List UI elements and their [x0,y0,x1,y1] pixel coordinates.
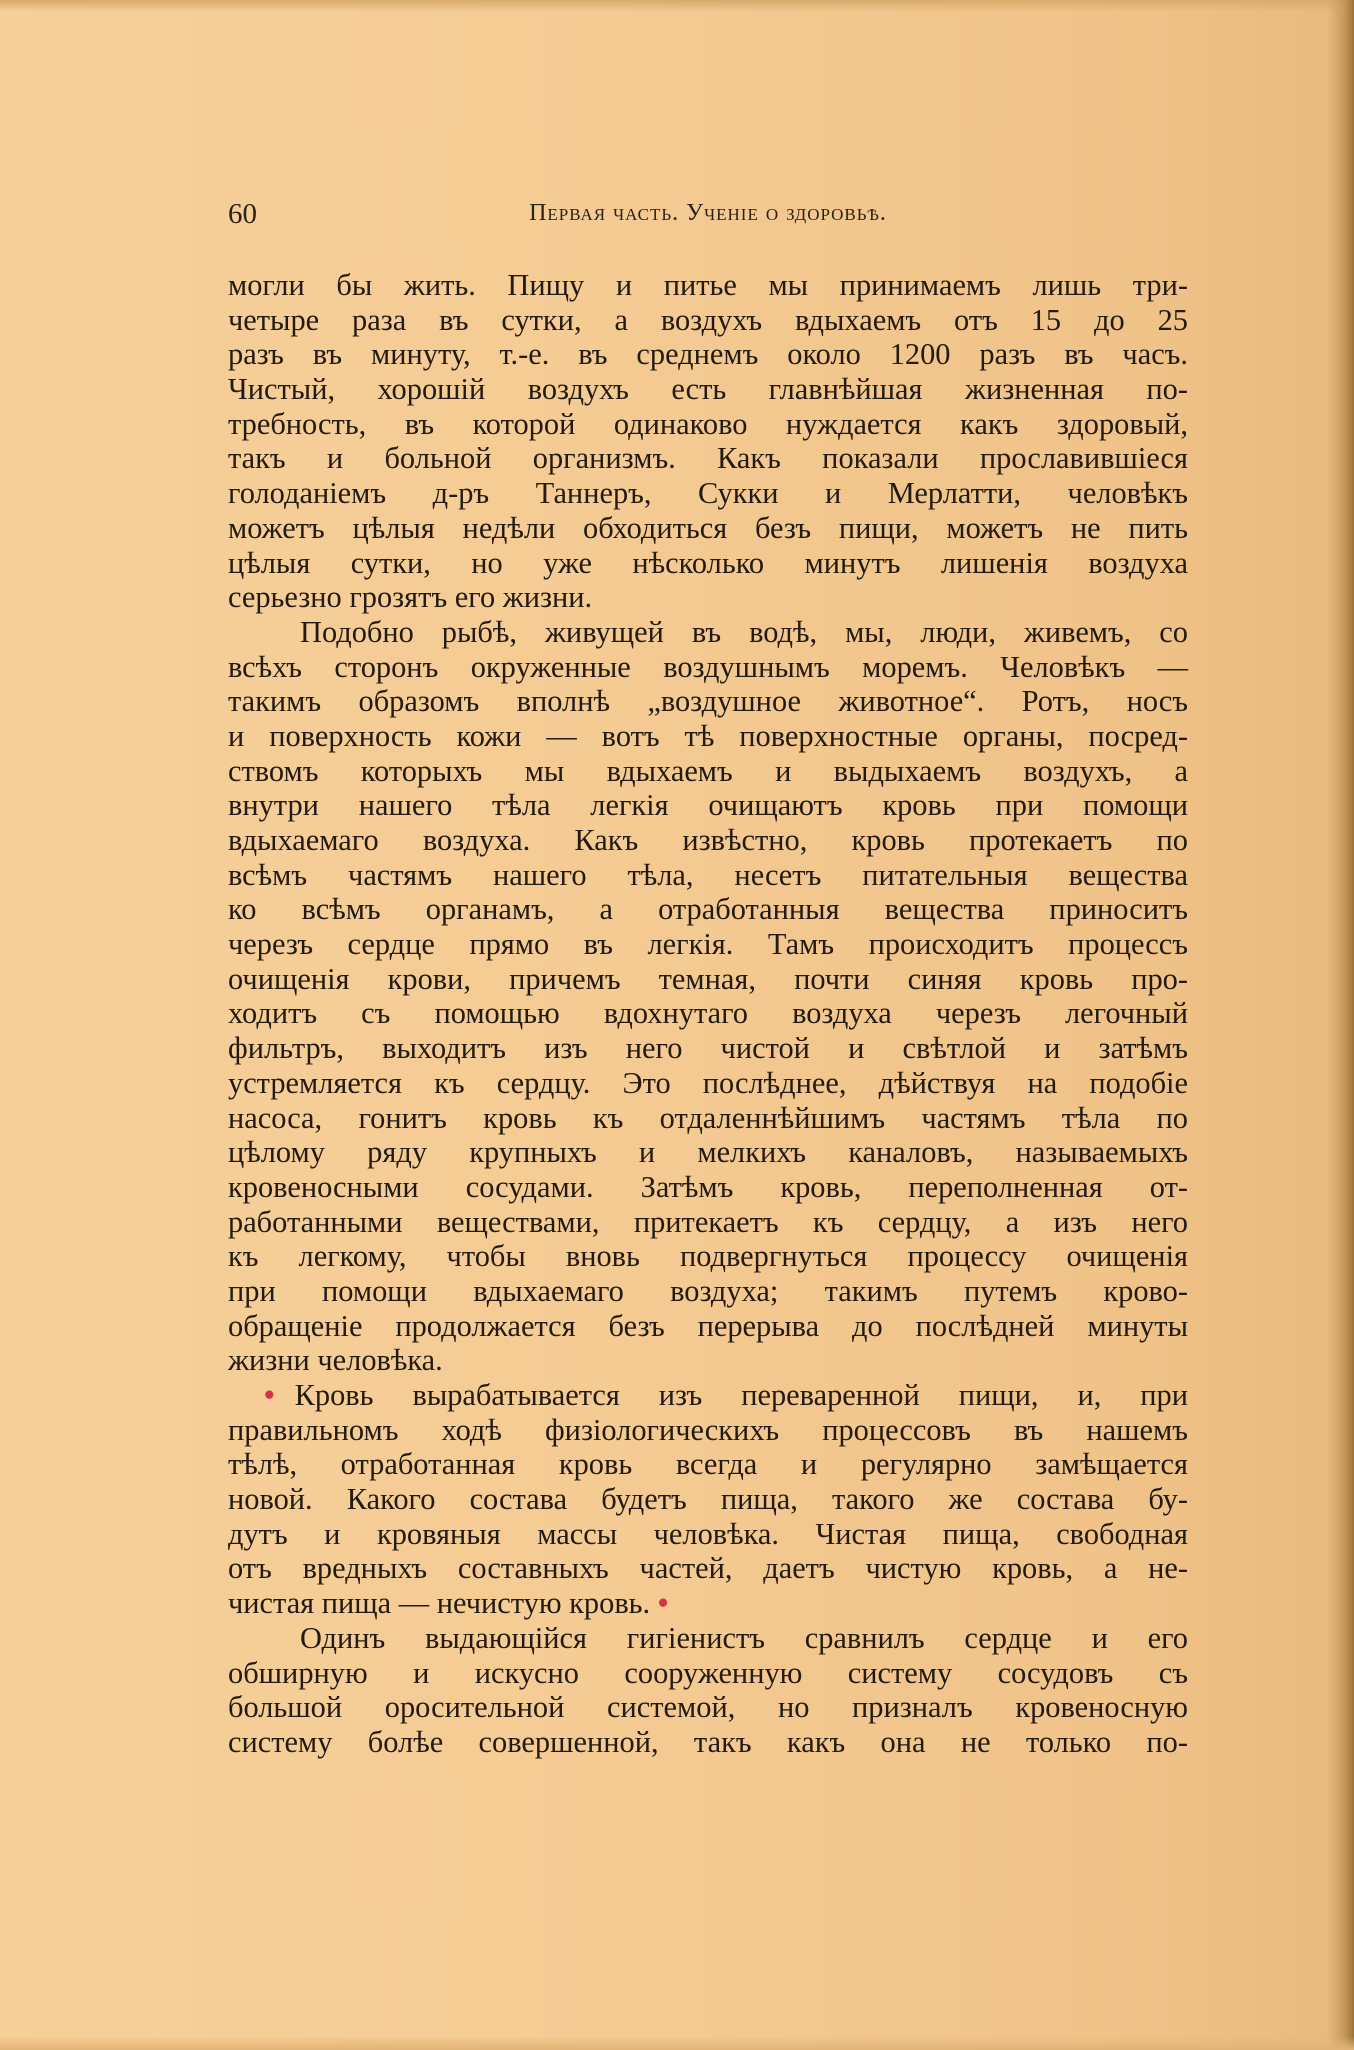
text-line [228,1725,1188,1760]
text-line-content: разъ въ минуту, т.-е. въ среднемъ около 1200 разъ въ часъ. [228,337,1188,372]
text-line [228,1586,1188,1621]
text-line-content: могли бы жить. Пищу и питье мы принимаемъ лишь три- [228,268,1188,302]
text-line-content: фильтръ, выходитъ изъ него чистой и свѣтлой и затѣмъ [228,1031,1188,1066]
text-line [228,1656,1188,1691]
text-line-content: серьезно грозятъ его жизни. [228,580,593,615]
text-line [228,719,1188,754]
text-line-content: ходитъ съ помощью вдохнутаго воздуха черезъ легочный [228,996,1188,1031]
text-line-content: всѣхъ сторонъ окруженные воздушнымъ моремъ. Человѣкъ — [228,649,1188,684]
text-line [228,1621,1188,1656]
text-line [228,1343,1188,1378]
body-text [228,268,1188,1760]
text-line-content: и поверхность кожи — вотъ тѣ поверхностные органы, посред- [228,718,1188,753]
text-line-content: внутри нашего тѣла легкія очищаютъ кровь при помощи [228,788,1188,823]
text-line-content: работанными веществами, притекаетъ къ сердцу, а изъ него [228,1204,1188,1239]
text-line-content: цѣлыя сутки, но уже нѣсколько минутъ лишенія воздуха [228,545,1188,580]
text-line [228,1482,1188,1517]
text-line-content: кровеносными сосудами. Затѣмъ кровь, переполненная от- [228,1169,1188,1204]
text-line-content: Чистый, хорошій воздухъ есть главнѣйшая жизненная по- [228,372,1188,407]
text-line-content: отъ вредныхъ составныхъ частей, даетъ чистую кровь, а не- [228,1551,1188,1586]
text-line-content: требность, въ которой одинаково нуждается какъ здоровый, [228,406,1188,441]
text-line [228,615,1188,650]
page-bottom-edge [0,2036,1354,2050]
text-line-content: чистая пища — нечистую кровь. [228,1586,651,1621]
text-line [228,1690,1188,1725]
text-line [228,580,1188,615]
text-line [228,372,1188,407]
text-line [228,546,1188,581]
margin-marker: • [650,1586,669,1621]
text-line [228,858,1188,893]
text-line-content: насоса, гонитъ кровь къ отдаленнѣйшимъ частямъ тѣла по [228,1100,1188,1135]
text-line-content: можетъ цѣлыя недѣли обходиться безъ пищи, можетъ не пить [228,510,1188,545]
text-line [228,1205,1188,1240]
text-line [228,996,1188,1031]
text-line-content: новой. Какого состава будетъ пища, такого же состава бу- [228,1482,1188,1517]
text-line [228,1170,1188,1205]
text-line [228,684,1188,719]
text-line-content: Кровь вырабатывается изъ переваренной пищи, и, при [294,1378,1188,1412]
text-line-content: голоданіемъ д-ръ Таннеръ, Сукки и Мерлатти, человѣкъ [228,476,1188,511]
text-line-content: дутъ и кровяныя массы человѣка. Чистая пища, свободная [228,1516,1188,1551]
text-line [228,754,1188,789]
text-line [228,268,1188,303]
text-line-content: вдыхаемаго воздуха. Какъ извѣстно, кровь протекаетъ по [228,823,1188,857]
text-line [228,1239,1188,1274]
text-line [228,892,1188,927]
text-line [228,511,1188,546]
text-line-content: такимъ образомъ вполнѣ „воздушное животное“. Ротъ, носъ [228,684,1188,719]
text-line [228,303,1188,338]
text-line [228,1551,1188,1586]
text-line [228,927,1188,962]
text-line-content: обширную и искусно сооруженную систему сосудовъ съ [228,1655,1188,1690]
text-line [228,1413,1188,1448]
text-line-content: большой оросительной системой, но призналъ кровеносную [228,1690,1188,1725]
text-line-content: къ легкому, чтобы вновь подвергнуться процессу очищенія [228,1239,1188,1274]
running-title: Первая часть. Ученіе о здоровьѣ. [529,200,887,226]
text-line [228,650,1188,685]
text-line [228,1031,1188,1066]
text-line-content: при помощи вдыхаемаго воздуха; такимъ путемъ крово- [228,1273,1188,1308]
page-header [228,198,1188,238]
text-line-content: обращеніе продолжается безъ перерыва до послѣдней минуты [228,1308,1188,1343]
text-line [228,407,1188,442]
text-line [228,1309,1188,1344]
text-line-content: Одинъ выдающійся гигіенистъ сравнилъ сердце и его [300,1620,1188,1655]
text-line [228,1135,1188,1170]
margin-marker: • [264,1378,275,1412]
text-line-content: Подобно рыбѣ, живущей въ водѣ, мы, люди, живемъ, со [300,614,1188,649]
text-line-content: цѣлому ряду крупныхъ и мелкихъ каналовъ, называемыхъ [228,1135,1188,1170]
text-line-content: правильномъ ходѣ физіологическихъ процессовъ въ нашемъ [228,1412,1188,1447]
text-line-content: всѣмъ частямъ нашего тѣла, несетъ питательныя вещества [228,857,1188,892]
text-line-content: четыре раза въ сутки, а воздухъ вдыхаемъ отъ 15 до 25 [228,302,1188,337]
text-line [228,337,1188,372]
text-line-content: такъ и больной организмъ. Какъ показали прославившіеся [228,441,1188,476]
text-line [228,1378,1188,1413]
text-line [228,788,1188,823]
text-line [228,1447,1188,1482]
text-line [228,962,1188,997]
text-line [228,441,1188,476]
text-line [228,1101,1188,1136]
text-line-content: ствомъ которыхъ мы вдыхаемъ и выдыхаемъ воздухъ, а [228,753,1188,788]
page-binding-edge [1328,0,1354,2050]
text-line [228,1517,1188,1552]
page-top-edge [0,0,1354,12]
text-line-content: ко всѣмъ органамъ, а отработанныя вещества приноситъ [228,892,1188,927]
text-line-content: систему болѣе совершенной, такъ какъ она не только по- [228,1724,1188,1759]
text-line [228,1274,1188,1309]
text-line-content: тѣлѣ, отработанная кровь всегда и регулярно замѣщается [228,1447,1188,1482]
text-line-content: устремляется къ сердцу. Это послѣднее, дѣйствуя на подобіе [228,1065,1188,1100]
page-number: 60 [228,198,257,230]
text-line [228,476,1188,511]
text-line [228,1066,1188,1101]
text-line [228,823,1188,858]
text-line-content: жизни человѣка. [228,1343,443,1378]
text-line-content: черезъ сердце прямо въ легкія. Тамъ происходитъ процессъ [228,927,1188,962]
text-line-content: очищенія крови, причемъ темная, почти синяя кровь про- [228,961,1188,996]
